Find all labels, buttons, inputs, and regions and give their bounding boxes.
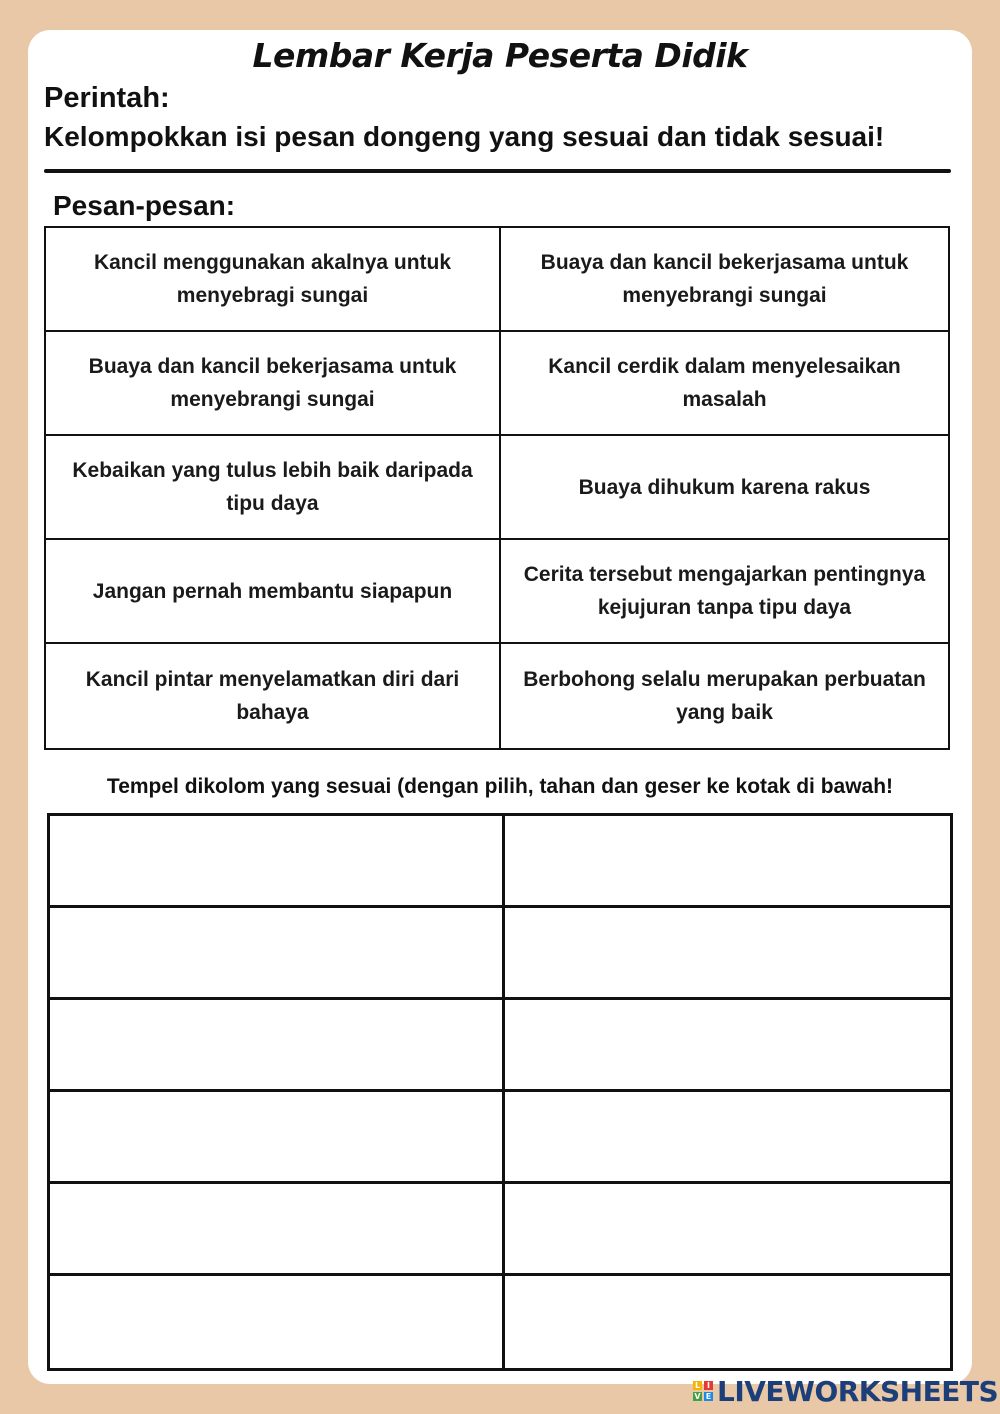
draggable-message[interactable]: Buaya dihukum karena rakus	[501, 436, 948, 540]
draggable-message[interactable]: Cerita tersebut mengajarkan pentingnya kejujuran tanpa tipu daya	[501, 540, 948, 644]
logo-icon	[693, 1381, 713, 1401]
drop-slot[interactable]	[505, 1276, 950, 1368]
drop-slot[interactable]	[50, 1184, 505, 1276]
messages-label: Pesan-pesan:	[53, 190, 236, 221]
drop-slot[interactable]	[50, 1092, 505, 1184]
draggable-message[interactable]: Buaya dan kancil bekerjasama untuk menyebrangi sungai	[46, 332, 501, 436]
instruction-label: Perintah:	[44, 82, 170, 114]
drop-slot[interactable]	[505, 816, 950, 908]
messages-grid	[44, 226, 950, 750]
logo-letter: I	[704, 1381, 713, 1390]
draggable-message[interactable]: Jangan pernah membantu siapapun	[46, 540, 501, 644]
draggable-message[interactable]: Kancil pintar menyelamatkan diri dari bahaya	[46, 644, 501, 748]
drop-slot[interactable]	[50, 908, 505, 1000]
logo-letter: V	[694, 1392, 701, 1401]
drop-instruction: Tempel dikolom yang sesuai (dengan pilih, tahan dan geser ke kotak di bawah!	[106, 775, 894, 798]
draggable-message[interactable]: Kancil cerdik dalam menyelesaikan masalah	[501, 332, 948, 436]
drop-zone-grid	[47, 813, 953, 1371]
drop-slot[interactable]	[50, 816, 505, 908]
draggable-message[interactable]: Buaya dan kancil bekerjasama untuk menyebrangi sungai	[501, 228, 948, 332]
liveworksheets-logo	[693, 1374, 998, 1408]
logo-letter: L	[694, 1381, 701, 1390]
divider	[44, 169, 951, 173]
draggable-message[interactable]: Berbohong selalu merupakan perbuatan yang baik	[523, 668, 926, 724]
drop-slot[interactable]	[50, 1276, 505, 1368]
draggable-message[interactable]: Kebaikan yang tulus lebih baik daripada tipu daya	[46, 436, 501, 540]
instruction-text: Kelompokkan isi pesan dongeng yang sesuai dan tidak sesuai!	[44, 121, 885, 152]
drop-slot[interactable]	[505, 1092, 950, 1184]
drop-slot[interactable]	[505, 1000, 950, 1092]
drop-slot[interactable]	[505, 1184, 950, 1276]
drop-slot[interactable]	[505, 908, 950, 1000]
worksheet-title: Lembar Kerja Peserta Didik	[252, 36, 748, 75]
drop-slot[interactable]	[50, 1000, 505, 1092]
draggable-message[interactable]: Kancil menggunakan akalnya untuk menyebragi sungai	[46, 228, 501, 332]
logo-text: LIVEWORKSHEETS	[717, 1374, 999, 1408]
logo-letter: E	[705, 1392, 712, 1401]
